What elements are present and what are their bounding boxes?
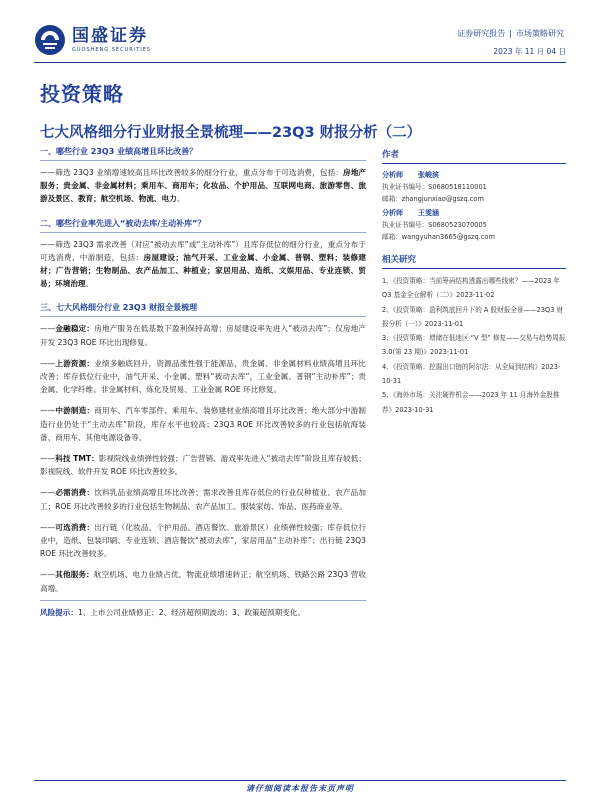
related-report-item[interactable]: 1、《投资策略：当前筹码结构透露出哪些线索？——2023 年 Q3 基金全仓解析（二）》2023-11-02 [382,277,561,300]
style-item-finance: ——金融稳定：房地产服务在低基数下盈利保持高增；房屋建设率先进入“被动去库”；仅房地产开发 23Q3 ROE 环比出现修复。 [40,324,367,347]
logo-chinese-name: 国盛证券 [72,26,148,46]
footer [34,780,566,794]
related-research-heading: 相关研究 [382,253,566,269]
report-body [40,146,366,619]
style-item-upstream: ——上游资源：业绩多触底回升，资源品涨性强于能源品，贵金属、非金属材料业绩高增且环比改善；库存低位行业中，油气开采、小金属、塑料“被动去库”，工业金属、普钢“主动补库”；贵金属、化学纤维、非金属材料、炼化及贸易、工业金属 ROE 环比修复。 [40,358,366,395]
report-type-separator: | [509,29,512,38]
section-2-highlight: 房屋建设；油气开采、工业金属、小金属、普钢、塑料；装修建材；广告营销；生物制品、农产品加工、种植业；家居用品、造纸、文娱用品、专业连锁、贸易；环境治理 [40,252,366,289]
style-item-tmt: ——科技 TMT：影视院线业绩弹性较强；广告营销、游戏率先进入“被动去库”阶段且库存较低；影视院线、软件开发 ROE 环比改善较多。 [40,454,366,477]
analyst-name: 王雯涵 [418,209,439,217]
analyst-cert: S0680523070005 [428,221,487,229]
analyst-role: 分析师 [382,209,403,217]
analyst-card: 分析师 张峻滨 执业证书编号：S0680518110001 邮箱：zhangjunxiao@gszq.com [382,171,487,203]
authors-heading: 作者 [382,148,566,164]
section-heading-2: 二、哪些行业率先进入“被动去库/主动补库”？ [40,218,366,233]
analyst-role: 分析师 [382,171,403,179]
report-date: 2023 年 11 月 04 日 [493,47,566,56]
section-heading-1: 一、哪些行业 23Q3 业绩高增且环比改善？ [40,146,366,161]
logo-english-name: GUOSHENG SECURITIES [72,47,152,53]
sidebar [382,148,566,417]
related-report-item[interactable]: 2、《投资策略：盈利筑底回升下的 A 股财报全景——23Q3 财报分析（一）》2023-11-01 [382,305,564,328]
analyst-email[interactable]: zhangjunxiao@gszq.com [401,195,484,203]
company-logo [34,20,174,60]
report-title: 七大风格细分行业财报全景梳理——23Q3 财报分析（二） [40,125,422,141]
style-item-midstream: ——中游制造：商用车、汽车零部件、乘用车、装修建材业绩高增且环比改善；绝大部分中游制造行业仍处于“主动去库”阶段，库存水平也较高；23Q3 ROE 环比改善较多的行业包括航海装备、商用车、其他电源设备等。 [40,406,366,442]
footer-disclaimer: 请仔细阅读本报告末页声明 [246,784,354,793]
related-report-item[interactable]: 4、《投资策略：挖掘出口链的阿尔法：从全局到结构》2023-10-31 [382,362,561,386]
style-item-discretionary: ——可选消费：出行链（化妆品、个护用品、酒店餐饮、旅游景区）业绩弹性较强；库存低位行业中，造纸、包装印刷、专业连锁、酒店餐饮“被动去库”，家居用品“主动补库”；出行链 23Q3 ROE 环比改善较多。 [40,522,366,559]
section-1-highlight: 房地产服务；贵金属、非金属材料；乘用车、商用车；化妆品、个护用品、互联网电商、旅游零售、旅游及景区、教育；航空机场、物流、电力 [40,168,366,204]
related-report-item[interactable]: 5、《海外市场：关注硬件机会——2023 年 11 月海外金股推荐》2023-10-31 [382,391,560,414]
analyst-email[interactable]: wangyuhan3665@gszq.com [401,233,495,241]
report-type-primary: 证券研究报告 [457,29,506,38]
risk-text: 1、上市公司业绩修正；2、经济超预期波动；3、政策超预期变化。 [77,607,306,617]
analyst-card: 分析师 王雯涵 执业证书编号：S0680523070005 邮箱：wangyuhan3665@gszq.com [382,209,495,241]
report-category: 投资策略 [40,82,124,106]
section-2-text: ——筛选 23Q3 需求改善（对应“被动去库”或“主动补库”）且库存低位的细分行业，重点分布于可选消费、中游制造，包括：房屋建设；油气开采、工业金属、小金属、普钢、塑料；装修建材；广告营销；生物制品、农产品加工、种植业；家居用品、造纸、文娱用品、专业连锁、贸易；环境治理。 [40,239,366,289]
report-header [0,0,600,70]
analyst-cert: S0680518110001 [428,183,487,191]
section-1-text: ——筛选 23Q3 业绩增速较高且环比改善较多的细分行业，重点分布于可选消费，包括：房地产服务；贵金属、非金属材料；乘用车、商用车；化妆品、个护用品、互联网电商、旅游零售、旅游及景区、教育；航空机场、物流、电力。 [40,168,366,204]
header-divider [34,62,566,63]
style-item-staples: ——必需消费：饮料乳品业绩高增且环比改善；需求改善且库存低位的行业仅种植业、农产品加工；ROE 环比改善较多的行业包括生物制品、农产品加工、服装家纺、饰品、医药商业等。 [40,488,366,511]
guosheng-logo-icon [34,24,66,56]
risk-label: 风险提示： [40,607,78,617]
style-item-services: ——其他服务：航空机场、电力业绩占优，物流业绩增速转正；航空机场、铁路公路 23Q3 营收高增。 [40,570,367,593]
risk-warning [40,600,366,619]
report-type [455,28,566,39]
analyst-name: 张峻滨 [418,171,439,179]
section-heading-3: 三、七大风格细分行业 23Q3 财报全景梳理 [40,302,366,317]
report-type-secondary: 市场策略研究 [516,29,564,38]
related-report-item[interactable]: 3、《投资策略：增储在低迷区 “V 型” 修复——交易与趋势周报 3.0(第 23 期)》2023-11-01 [382,334,566,357]
